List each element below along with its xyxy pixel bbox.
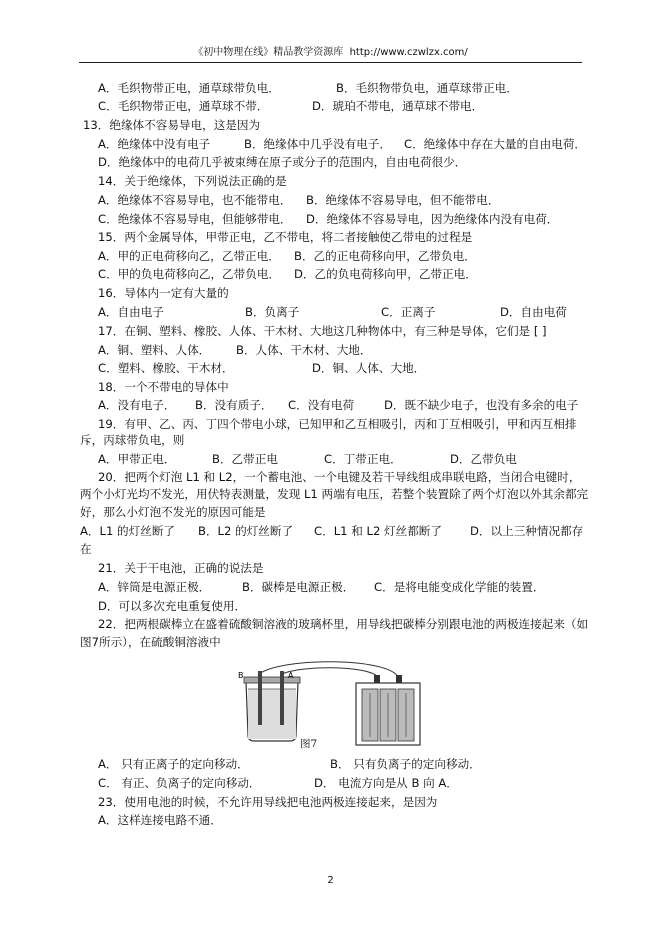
text-line: 在	[80, 542, 92, 556]
text-line: A．L1 的灯丝断了	[80, 524, 176, 538]
text-line: B．绝缘体中几乎没有电子．	[244, 137, 392, 151]
page-number: 2	[327, 875, 334, 886]
text-line: A．甲带正电．	[98, 452, 176, 466]
text-line: 16．导体内一定有大量的	[98, 286, 229, 300]
text-line: D．乙的负电荷移向甲，乙带正电．	[294, 267, 477, 281]
text-line: B．碳棒是电源正极．	[242, 580, 355, 594]
text-line: D． 电流方向是从 B 向 A．	[314, 776, 458, 790]
text-line: C．是将电能变成化学能的装置．	[374, 580, 545, 594]
text-line: D．绝缘体不容易导电，因为绝缘体内没有电荷．	[306, 212, 559, 226]
text-line: A．绝缘体中没有电子	[98, 137, 211, 151]
header-rule	[79, 62, 582, 63]
text-line: B．人体、干木材、大地．	[236, 343, 372, 357]
figure-7-diagram	[238, 661, 428, 753]
text-line: 图7所示），在硫酸铜溶液中	[80, 635, 221, 649]
text-line: D．乙带负电	[450, 452, 517, 466]
text-line: D．既不缺少电子，也没有多余的电子	[384, 398, 579, 412]
text-line: A．没有电子．	[98, 398, 176, 412]
text-line: B．负离子	[245, 305, 300, 319]
header-url: http://www.czwlzx.com/	[349, 47, 468, 58]
text-line: 15．两个金属导体，甲带正电，乙不带电，将二者接触使乙带电的过程是	[98, 230, 473, 244]
text-line: B．绝缘体不容易导电，但不能带电．	[306, 193, 500, 207]
text-line: D．以上三种情况都存	[470, 524, 584, 538]
label-a: A	[288, 671, 294, 680]
text-line: 13．绝缘体不容易导电，这是因为	[83, 118, 261, 132]
text-line: C．甲的负电荷移向乙，乙带负电．	[98, 267, 281, 281]
text-line: 斥，丙球带负电，则	[80, 433, 185, 447]
text-line: A．毛织物带正电，通草球带负电．	[98, 81, 280, 95]
text-line: C．塑料、橡胶、干木材．	[98, 361, 234, 375]
text-line: C．毛织物带正电，通草球不带．	[98, 99, 269, 113]
text-line: A．绝缘体不容易导电，也不能带电．	[98, 193, 292, 207]
text-line: 21．关于干电池，正确的说法是	[98, 561, 264, 575]
text-line: D．可以多次充电重复使用．	[98, 599, 247, 613]
header-title: 《初中物理在线》精品教学资源库	[193, 47, 344, 58]
text-line: C．绝缘体不容易导电，但能够带电．	[98, 212, 292, 226]
label-b: B	[238, 671, 244, 680]
text-line: A． 只有正离子的定向移动．	[98, 757, 249, 771]
text-line: D．铜、人体、大地．	[312, 361, 426, 375]
text-line: 18．一个不带电的导体中	[98, 380, 229, 394]
text-line: 19．有甲、乙、丙、丁四个带电小球，已知甲和乙互相吸引，丙和丁互相吸引，甲和丙互相排	[98, 417, 577, 431]
text-line: 两个小灯光均不发光，用伏特表测量，发现 L1 两端有电压，若整个装置除了两个灯泡以外其余都完	[80, 487, 589, 501]
text-line: D．自由电荷	[500, 305, 567, 319]
text-line: B．毛织物带负电，通草球带正电．	[336, 81, 518, 95]
text-line: 23．使用电池的时候，不允许用导线把电池两极连接起来，是因为	[98, 795, 438, 809]
text-line: 17．在铜、塑料、橡胶、人体、干木材、大地这几种物体中，有三种是导体，它们是 [ ]	[98, 324, 547, 338]
text-line: B． 只有负离子的定向移动．	[330, 757, 481, 771]
text-line: A．锌筒是电源正极．	[98, 580, 211, 594]
text-line: B．乙的正电荷移向甲，乙带负电．	[294, 249, 476, 263]
figure-caption: 图7	[300, 738, 318, 750]
page-header	[0, 47, 661, 59]
text-line: 14．关于绝缘体，下列说法正确的是	[98, 174, 287, 188]
text-line: B．没有质子．	[195, 398, 273, 412]
text-line: A．甲的正电荷移向乙，乙带正电．	[98, 249, 280, 263]
text-line: D．琥珀不带电，通草球不带电．	[312, 99, 484, 113]
text-line: C．绝缘体中存在大量的自由电荷．	[404, 137, 587, 151]
text-line: C．L1 和 L2 灯丝都断了	[314, 524, 442, 538]
text-line: D．绝缘体中的电荷几乎被束缚在原子或分子的范围内，自由电荷很少．	[98, 155, 467, 169]
text-line: C．没有电荷	[288, 398, 355, 412]
text-line: 22．把两根碳棒立在盛着硫酸铜溶液的玻璃杯里，用导线把碳棒分别跟电池的两极连接起来（如	[98, 617, 589, 631]
text-line: A．自由电子	[98, 305, 164, 319]
text-line: A．这样连接电路不通．	[98, 813, 222, 827]
text-line: A．铜、塑料、人体．	[98, 343, 211, 357]
text-line: 20．把两个灯泡 L1 和 L2，一个蓄电池、一个电键及若干导线组成串联电路，当闭合电键时，	[98, 470, 581, 484]
text-line: B．L2 的灯丝断了	[198, 524, 294, 538]
text-line: C． 有正、负离子的定向移动．	[98, 776, 261, 790]
text-line: C．丁带正电．	[324, 452, 402, 466]
text-line: B．乙带正电	[212, 452, 278, 466]
text-line: 好，那么小灯泡不发光的原因可能是	[80, 505, 266, 519]
text-line: C．正离子	[381, 305, 436, 319]
